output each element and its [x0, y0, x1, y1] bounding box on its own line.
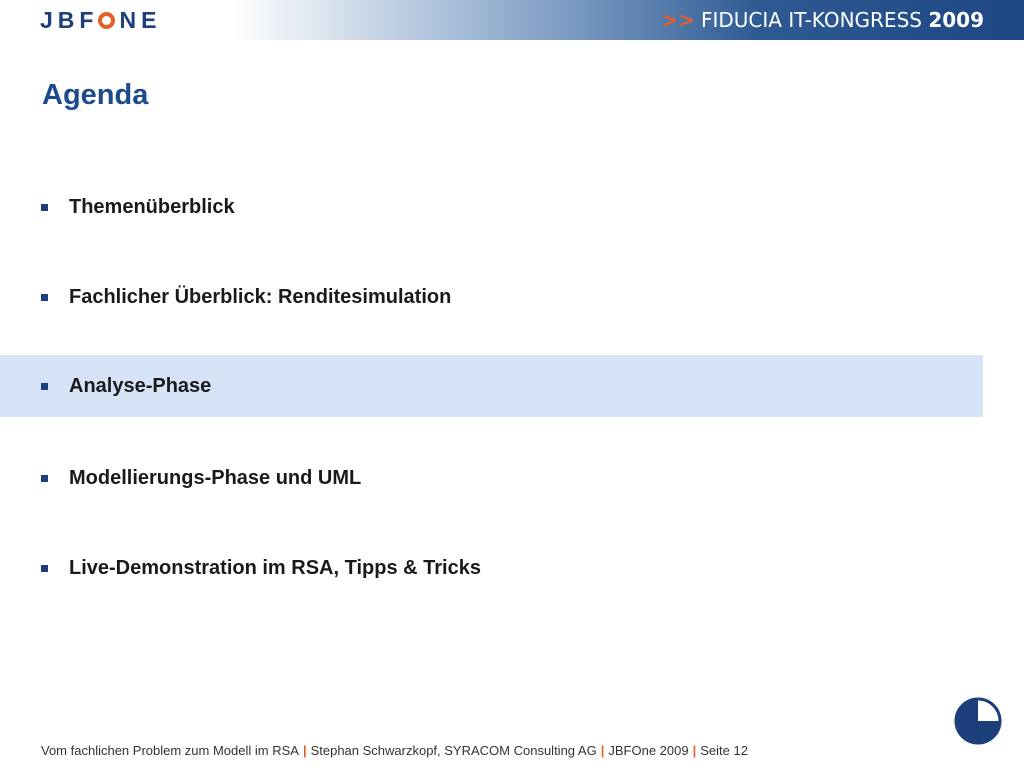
agenda-item-label: Themenüberblick: [69, 195, 235, 218]
event-name: FIDUCIA IT-KONGRESS: [700, 8, 922, 32]
footer-separator: |: [302, 743, 307, 758]
footer-separator: |: [692, 743, 697, 758]
footer-separator: |: [600, 743, 605, 758]
footer-author: Stephan Schwarzkopf, SYRACOM Consulting AG: [310, 743, 597, 758]
bullet-icon: [41, 294, 48, 301]
bullet-icon: [41, 383, 48, 390]
logo-text-prefix: JBF: [40, 7, 99, 33]
agenda-item-label: Live-Demonstration im RSA, Tipps & Tricks: [69, 556, 481, 579]
footer: [41, 742, 748, 760]
event-arrows: >>: [661, 8, 695, 32]
footer-page: Seite 12: [700, 743, 748, 758]
bullet-icon: [41, 475, 48, 482]
bullet-icon: [41, 565, 48, 572]
agenda-item-label: Modellierungs-Phase und UML: [69, 466, 362, 489]
event-year: 2009: [928, 8, 984, 32]
logo-text-suffix: NE: [119, 7, 162, 33]
footer-topic: Vom fachlichen Problem zum Modell im RSA: [41, 743, 299, 758]
agenda-item-current: [0, 355, 983, 417]
footer-event: JBFOne 2009: [608, 743, 689, 758]
agenda-item: [0, 447, 983, 509]
agenda-item: [0, 537, 983, 599]
agenda-item-label: Fachlicher Überblick: Renditesimulation: [69, 285, 452, 308]
slide-title: Agenda: [42, 79, 149, 111]
agenda-item: [0, 266, 983, 328]
pie-progress-icon: [954, 697, 1002, 745]
agenda-item: [0, 176, 983, 238]
agenda-item-label: Analyse-Phase: [69, 374, 212, 397]
bullet-icon: [41, 204, 48, 211]
